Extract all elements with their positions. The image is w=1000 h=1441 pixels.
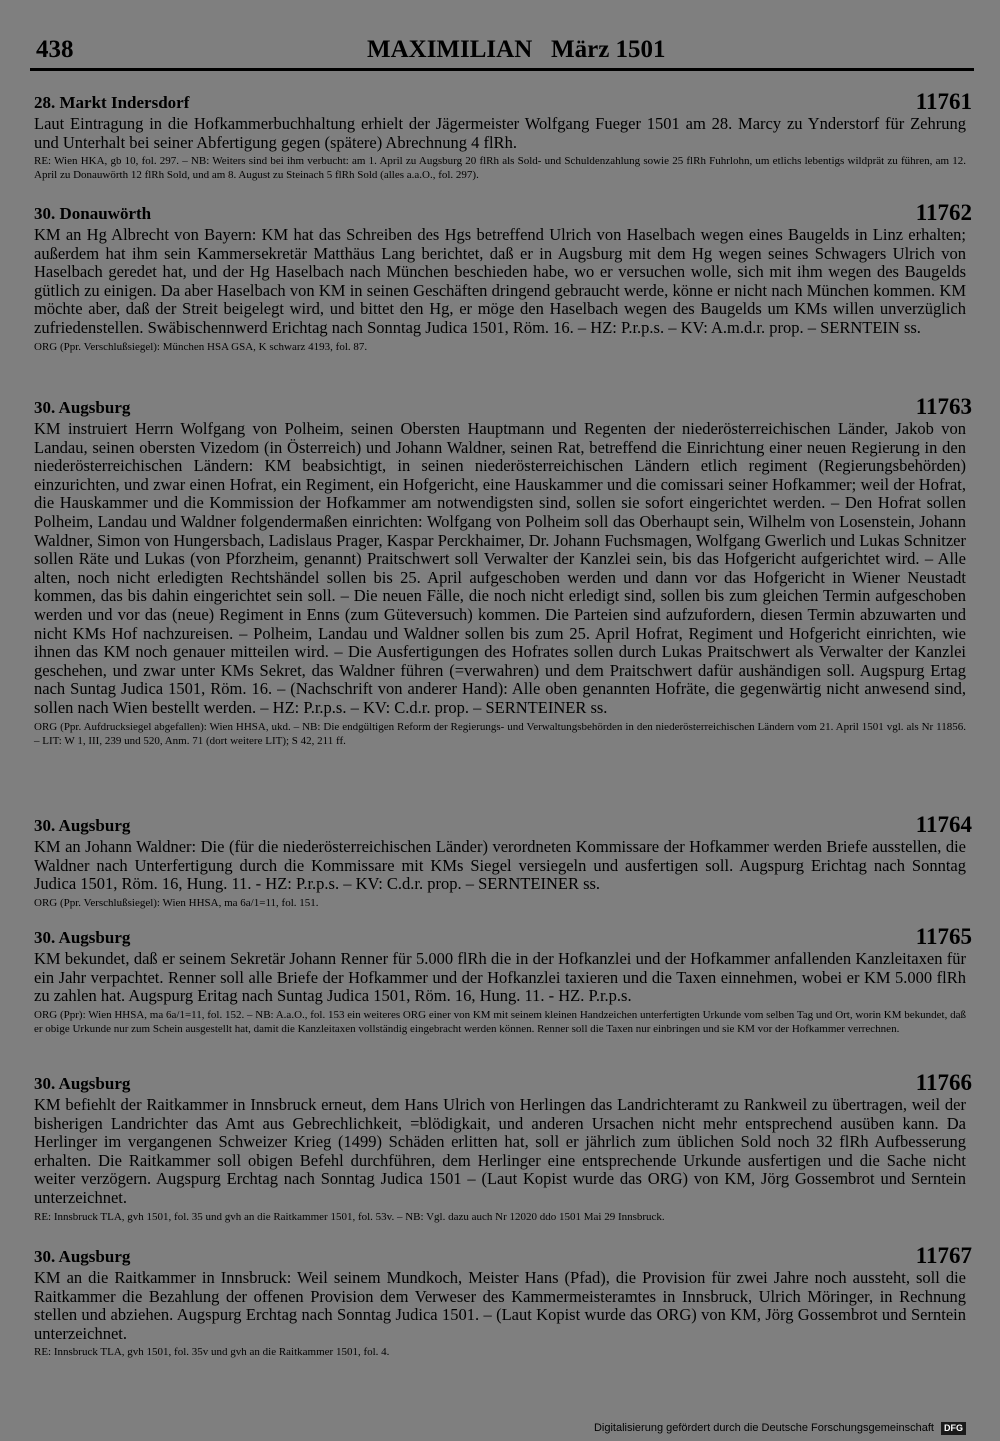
- entry-source-note: RE: Innsbruck TLA, gvh 1501, fol. 35 und gvh an die Raitkammer 1501, fol. 53v. – NB: Vgl. dazu auch Nr 12020 ddo 1501 Mai 29 Innsbruck.: [34, 1210, 665, 1223]
- entry-number: 11767: [915, 1243, 972, 1268]
- entry-text: KM bekundet, daß er seinem Sekretär Johann Renner für 5.000 flRh die in der Hofkanzlei und der Hofkammer anfallenden Kanzleitaxen für ein Jahr verpachtet. Renner soll alle Briefe der Hofkammer und der Hofkanzlei taxieren und die Taxen einnehmen, wobei er KM 5.000 flRh zu zahlen hat. Augspurg Eritag nach Suntag Judica 1501, Röm. 16, Hung. 11. - HZ. P.r.p.s.: [34, 949, 966, 1006]
- entry-11767: [30, 1243, 972, 1359]
- entry-text: Laut Eintragung in die Hofkammerbuchhaltung erhielt der Jägermeister Wolfgang Fueger 1501 am 28. Marcy zu Ynderstorf für Zehrung und Unterhalt bei seiner Abfertigung gegen (spätere) Abrechnung 4 flRh.: [34, 114, 966, 152]
- entry-11763: [30, 394, 972, 748]
- entry-source-note: RE: Wien HKA, gb 10, fol. 297. – NB: Weiters sind bei ihm verbucht: am 1. April zu Augsburg 20 flRh als Sold- und Schuldenzahlung sowie 25 flRh Fuhrlohn, um etlichs lebentigs wildprät zu führen, am 12. April zu Donauwörth 12 flRh Sold, und am 8. August zu Steinach 5 flRh Sold (alles a.a.O., fol. 297).: [34, 155, 966, 182]
- entry-date-place: 30. Augsburg: [34, 1074, 131, 1093]
- page-number: 438: [36, 36, 74, 63]
- entry-heading: [30, 200, 972, 225]
- digitization-footer: [594, 1422, 966, 1435]
- entry-text: KM instruiert Herrn Wolfgang von Polheim, seinen Obersten Hauptmann und Regenten der niederösterreichischen Länder, Jakob von Landau, seinen obersten Vizedom (in Österreich) und Johann Waldner, seinen Rat, betreffend die Einrichtung einer neuen Regierung in den niederösterreichischen Ländern: KM beabsichtigt, in seinen niederösterreichischen Ländern etlich regiment (Regierungsbehörden) einzurichten, und zwar einen Hofrat, ein Regiment, ein Hofgericht, eine Hauskammer und die comissari seiner Hofkammer; weil der Hofrat, die Hauskammer und die Kommission der Hofkammer am notwendigsten sind, sollen sie sofort eingerichtet werden. – Den Hofrat sollen Polheim, Landau und Waldner folgendermaßen einrichten: Wolfgang von Polheim soll das Oberhaupt sein, Wilhelm von Losenstein, Johann Waldner, Simon von Hungersbach, Ladislaus Prager, Kaspar Perckhaimer, Dr. Johann Fuchsmagen, Wolfgang Gwerlich und Lukas Schnitzer sollen Räte und Lukas (von Pforzheim, genannt) Praitschwert soll Verwalter der Kanzlei sein, bis das Hofgericht aufgerichtet wird. – Alle alten, noch nicht erledigten Rechtshändel sollen bis 25. April aufgeschoben werden und dann vor das Hofgericht in Wiener Neustadt kommen, das bis dahin eingerichtet sein soll. – Die neuen Fälle, die noch nicht erledigt sind, sollen bis zum gleichen Termin aufgeschoben werden und vor das (neue) Regiment in Enns (zum Güteversuch) kommen. Die Parteien sind aufzufordern, diesen Termin abzuwarten und nicht KMs Hof nachzureisen. – Polheim, Landau und Waldner sollen bis zum 25. April Hofrat, Regiment und Hofgericht einrichten, wie ihnen das KM noch genauer mitteilen wird. – Die Ausfertigungen des Hofrates sollen durch Lukas Praitschwert als Verwalter der Kanzlei geschehen, und zwar unter KMs Sekret, das Waldner führen (=verwahren) und dem Praitschwert dafür aushändigen soll. Augspurg Ertag nach Suntag Judica 1501, Röm. 16. – (Nachschrift von anderer Hand): Alle oben genannten Hofräte, die gegenwärtig nicht anwesend sind, sollen nach Wien bestellt werden. – HZ: P.r.p.s. – KV: C.d.r. prop. – SERNTEINER ss.: [34, 419, 966, 717]
- entry-11762: [30, 200, 972, 354]
- entry-number: 11765: [915, 924, 972, 949]
- entry-heading: [30, 812, 972, 837]
- footer-credit: Digitalisierung gefördert durch die Deutsche Forschungsgemeinschaft: [593, 1422, 934, 1434]
- page-title: MAXIMILIAN März 1501: [367, 36, 666, 63]
- entry-source-note: ORG (Ppr): Wien HHSA, ma 6a/1=11, fol. 152. – NB: A.a.O., fol. 153 ein weiteres ORG einer von KM mit seinem kleinen Handzeichen unterfertigten Urkunde vom selben Tag und Ort, worin KM bekundet, daß er obige Urkunde nur zum Schein ausgestellt hat, damit die Kanzleitaxen vollständig eingebracht werden können. Renner soll die Taxen nur einbringen und sie KM vor der Hofkammer verrechnen.: [34, 1008, 966, 1035]
- entry-date-place: 28. Markt Indersdorf: [34, 93, 190, 112]
- entry-text: KM an die Raitkammer in Innsbruck: Weil seinem Mundkoch, Meister Hans (Pfad), die Provision für zwei Jahre noch aussteht, soll die Raitkammer die Bezahlung der offenen Provision dem Verweser des Kammermeisteramtes in Innsbruck, Ulrich Möringer, in Rechnung stellen und abziehen. Augspurg Erchtag nach Sonntag Judica 1501. – (Laut Kopist wurde das ORG) von KM, Jörg Gossembrot und Serntein unterzeichnet.: [34, 1268, 966, 1343]
- entry-source-note: RE: Innsbruck TLA, gvh 1501, fol. 35v und gvh an die Raitkammer 1501, fol. 4.: [34, 1346, 390, 1359]
- entry-11765: [30, 924, 972, 1036]
- entry-date-place: 30. Augsburg: [34, 1247, 131, 1266]
- entry-11761: [30, 89, 972, 182]
- entry-date-place: 30. Augsburg: [34, 816, 131, 835]
- entry-date-place: 30. Augsburg: [34, 928, 131, 947]
- entry-number: 11761: [915, 89, 972, 114]
- entry-text: KM befiehlt der Raitkammer in Innsbruck erneut, dem Hans Ulrich von Herlingen das Landrichteramt zu Rankweil zu übertragen, weil der bisherigen Landrichter das Amt aus Gebrechlichkeit, =blödigkait, und anderen Ursachen nicht mehr entsprechend ausüben kann. Da Herlinger im vergangenen Schweizer Krieg (1499) Schäden erlitten hat, soll er jährlich zum üblichen Sold noch 32 flRh Aufbesserung erhalten. Die Raitkammer soll obigen Befehl durchführen, dem Herlinger eine entsprechende Urkunde ausfertigen und die Sache nicht weiter verzögern. Augspurg Erchtag nach Sonntag Judica 1501 – (Laut Kopist wurde das ORG) von KM, Jörg Gossembrot und Serntein unterzeichnet.: [34, 1095, 966, 1207]
- entry-heading: [30, 924, 972, 949]
- entry-heading: [30, 394, 972, 419]
- entry-heading: [30, 1070, 972, 1095]
- entry-number: 11762: [915, 200, 972, 225]
- entry-source-note: ORG (Ppr. Aufdrucksiegel abgefallen): Wien HHSA, ukd. – NB: Die endgültigen Reform der Regierungs- und Verwaltungsbehörden in den niederösterreichischen Ländern vom 21. April 1501 vgl. als Nr 11856. – LIT: W 1, III, 239 und 520, Anm. 71 (dort weitere LIT); S 42, 211 ff.: [34, 720, 966, 747]
- entry-source-note: ORG (Ppr. Verschlußsiegel): Wien HHSA, ma 6a/1=11, fol. 151.: [34, 896, 319, 909]
- entry-date-place: 30. Donauwörth: [34, 204, 152, 223]
- entry-heading: [30, 1243, 972, 1268]
- page-header: [30, 36, 972, 66]
- entry-number: 11764: [915, 812, 972, 837]
- entry-number: 11763: [915, 394, 972, 419]
- header-rule: [30, 68, 974, 71]
- entry-11764: [30, 812, 972, 910]
- entry-heading: [30, 89, 972, 114]
- entry-text: KM an Hg Albrecht von Bayern: KM hat das Schreiben des Hgs betreffend Ulrich von Haselbach wegen eines Baugelds in Linz erhalten; außerdem hat ihm sein Kammersekretär Matthäus Lang berichtet, daß er in Augsburg mit dem Hg wegen seines Schwagers Ulrich von Haselbach geredet hat, und der Hg Haselbach nach München beschieden habe, wo er versuchen wolle, sich mit ihm wegen des Baugelds gütlich zu einigen. Da aber Haselbach von KM in seinen Geschäften dringend gebraucht werde, könne er nicht nach München kommen. KM möchte aber, daß der Streit beigelegt wird, und bittet den Hg, er möge den Haselbach wegen des Baugelds um KMs willen unverzüglich zufriedenstellen. Swäbischennwerd Erichtag nach Sonntag Judica 1501, Röm. 16. – HZ: P.r.p.s. – KV: A.m.d.r. prop. – SERNTEIN ss.: [34, 225, 966, 337]
- entry-source-note: ORG (Ppr. Verschlußsiegel): München HSA GSA, K schwarz 4193, fol. 87.: [34, 340, 368, 353]
- entry-text: KM an Johann Waldner: Die (für die niederösterreichischen Länder) verordneten Kommissare der Hofkammer werden Briefe ausstellen, die Waldner nach Unterfertigung durch die Kommissare mit KMs Siegel versiegeln und ausfertigen soll. Augspurg Erichtag nach Sonntag Judica 1501, Röm. 16, Hung. 11. - HZ: P.r.p.s. – KV: C.d.r. prop. – SERNTEINER ss.: [34, 837, 966, 894]
- entry-date-place: 30. Augsburg: [34, 398, 131, 417]
- entry-11766: [30, 1070, 972, 1224]
- entry-number: 11766: [915, 1070, 972, 1095]
- dfg-logo-icon: DFG: [941, 1422, 966, 1435]
